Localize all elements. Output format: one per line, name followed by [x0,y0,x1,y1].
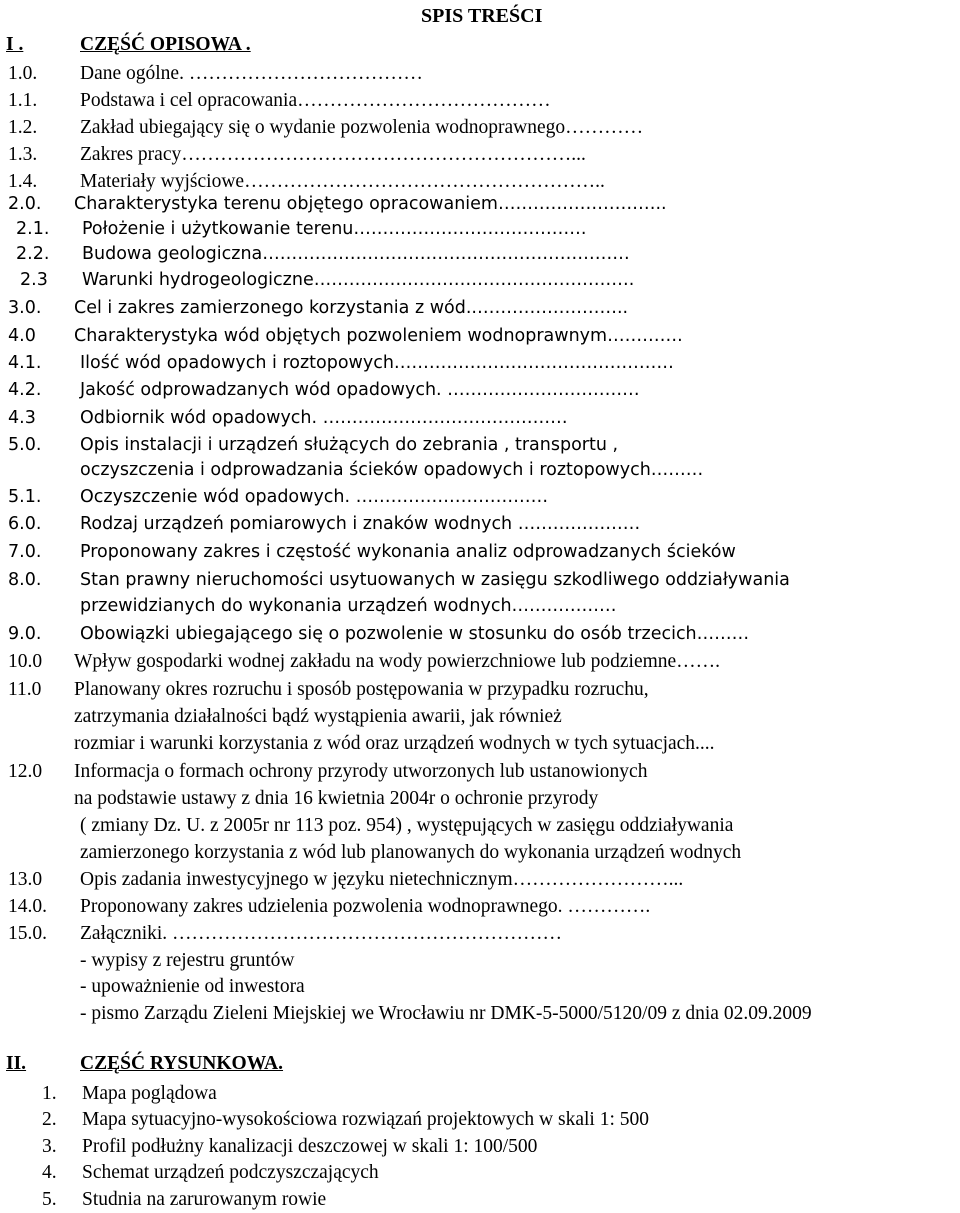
toc-number: 1.2. [8,117,38,138]
toc-number: 4.1. [8,353,42,373]
drawing-item: Studnia na zarurowanym rowie [82,1189,327,1210]
part-1-title: CZĘŚĆ OPISOWA . [80,34,251,55]
toc-number: 3.0. [8,298,42,318]
toc-entry: Stan prawny nieruchomości usytuowanych w zasięgu szkodliwego oddziaływania [80,570,790,590]
attachment-item: - upoważnienie od inwestora [80,976,305,997]
toc-entry: Wpływ gospodarki wodnej zakładu na wody powierzchniowe lub podziemne……. [74,651,721,672]
drawing-number: 5. [42,1189,57,1210]
toc-entry-continuation: oczyszczenia i odprowadzania ścieków opadowych i roztopowych……… [80,460,704,480]
part-2-number: II. [6,1053,27,1074]
toc-number: 7.0. [8,542,42,562]
toc-entry: Budowa geologiczna……………………………………………………… [82,244,630,264]
drawing-item: Schemat urządzeń podczyszczających [82,1162,379,1183]
toc-entry: Materiały wyjściowe……………………………………………….. [80,171,605,192]
toc-entry: Oczyszczenie wód opadowych. …………………………… [80,487,549,507]
toc-entry: Planowany okres rozruchu i sposób postępowania w przypadku rozruchu, [74,679,649,700]
drawing-item: Mapa poglądowa [82,1083,217,1104]
toc-entry-continuation: ( zmiany Dz. U. z 2005r nr 113 poz. 954) , występujących w zasięgu oddziaływania [80,815,734,836]
drawing-number: 4. [42,1162,57,1183]
toc-entry-continuation: zamierzonego korzystania z wód lub planowanych do wykonania urządzeń wodnych [80,842,742,863]
toc-entry: Podstawa i cel opracowania………………………………… [80,90,551,111]
toc-entry: Charakterystyka wód objętych pozwoleniem wodnoprawnym…………. [74,326,683,346]
drawing-item: Profil podłużny kanalizacji deszczowej w skali 1: 100/500 [82,1136,538,1157]
toc-entry-continuation: przewidzianych do wykonania urządzeń wodnych……………… [80,596,617,616]
toc-entry: Proponowany zakres udzielenia pozwolenia wodnoprawnego. …………. [80,896,651,917]
toc-entry: Dane ogólne. ……………………………… [80,63,423,84]
toc-entry: Ilość wód opadowych i roztopowych………………………………………… [80,353,674,373]
toc-entry: Warunki hydrogeologiczne………………………………………………. [82,270,635,290]
toc-number: 9.0. [8,624,42,644]
toc-entry: Załączniki. …………………………………………………… [80,923,563,944]
toc-entry: Proponowany zakres i częstość wykonania analiz odprowadzanych ścieków [80,542,736,562]
toc-number: 12.0 [8,761,43,782]
toc-number: 2.3 [20,270,48,290]
toc-entry: Rodzaj urządzeń pomiarowych i znaków wodnych ………………… [80,514,641,534]
toc-number: 13.0 [8,869,43,890]
drawing-number: 3. [42,1136,57,1157]
toc-entry: Jakość odprowadzanych wód opadowych. …………………………… [80,380,640,400]
toc-entry: Położenie i użytkowanie terenu…………………………………. [82,219,587,239]
toc-number: 4.3 [8,408,36,428]
toc-number: 5.0. [8,435,42,455]
toc-entry: Cel i zakres zamierzonego korzystania z wód..…………………….. [74,298,629,318]
toc-number: 1.0. [8,63,38,84]
toc-entry: Opis instalacji i urządzeń służących do zebrania , transportu , [80,435,619,455]
toc-number: 4.2. [8,380,42,400]
toc-number: 2.2. [16,244,50,264]
toc-entry-continuation: na podstawie ustawy z dnia 16 kwietnia 2004r o ochronie przyrody [74,788,599,809]
toc-number: 2.0. [8,194,42,214]
toc-number: 1.4. [8,171,38,192]
toc-number: 14.0. [8,896,47,917]
toc-number: 11.0 [8,679,42,700]
toc-number: 2.1. [16,219,50,239]
attachment-item: - wypisy z rejestru gruntów [80,950,295,971]
toc-number: 5.1. [8,487,42,507]
toc-number: 8.0. [8,570,42,590]
page-title: SPIS TREŚCI [421,5,543,27]
toc-entry-continuation: zatrzymania działalności bądź wystąpienia awarii, jak również [74,706,562,727]
toc-number: 1.1. [8,90,38,111]
toc-entry: Informacja o formach ochrony przyrody utworzonych lub ustanowionych [74,761,648,782]
toc-entry: Odbiornik wód opadowych. …………………………………… [80,408,568,428]
toc-number: 10.0 [8,651,43,672]
part-2-title: CZĘŚĆ RYSUNKOWA. [80,1053,284,1074]
toc-entry: Zakres pracy……………………………………………………... [80,144,586,165]
toc-number: 4.0 [8,326,36,346]
drawing-item: Mapa sytuacyjno-wysokościowa rozwiązań projektowych w skali 1: 500 [82,1109,649,1130]
drawing-number: 1. [42,1083,57,1104]
toc-number: 6.0. [8,514,42,534]
toc-entry: Charakterystyka terenu objętego opracowaniem……………………….. [74,194,667,214]
attachment-item: - pismo Zarządu Zieleni Miejskiej we Wrocławiu nr DMK-5-5000/5120/09 z dnia 02.09.2009 [80,1003,812,1024]
toc-entry: Opis zadania inwestycyjnego w języku nietechnicznym……………………... [80,869,684,890]
toc-entry: Obowiązki ubiegającego się o pozwolenie w stosunku do osób trzecich……… [80,624,750,644]
toc-entry: Zakład ubiegający się o wydanie pozwolenia wodnoprawnego………… [80,117,644,138]
drawing-number: 2. [42,1109,57,1130]
toc-number: 15.0. [8,923,47,944]
toc-entry-continuation: rozmiar i warunki korzystania z wód oraz urządzeń wodnych w tych sytuacjach.... [74,733,715,754]
part-1-number: I . [6,34,24,55]
toc-number: 1.3. [8,144,38,165]
